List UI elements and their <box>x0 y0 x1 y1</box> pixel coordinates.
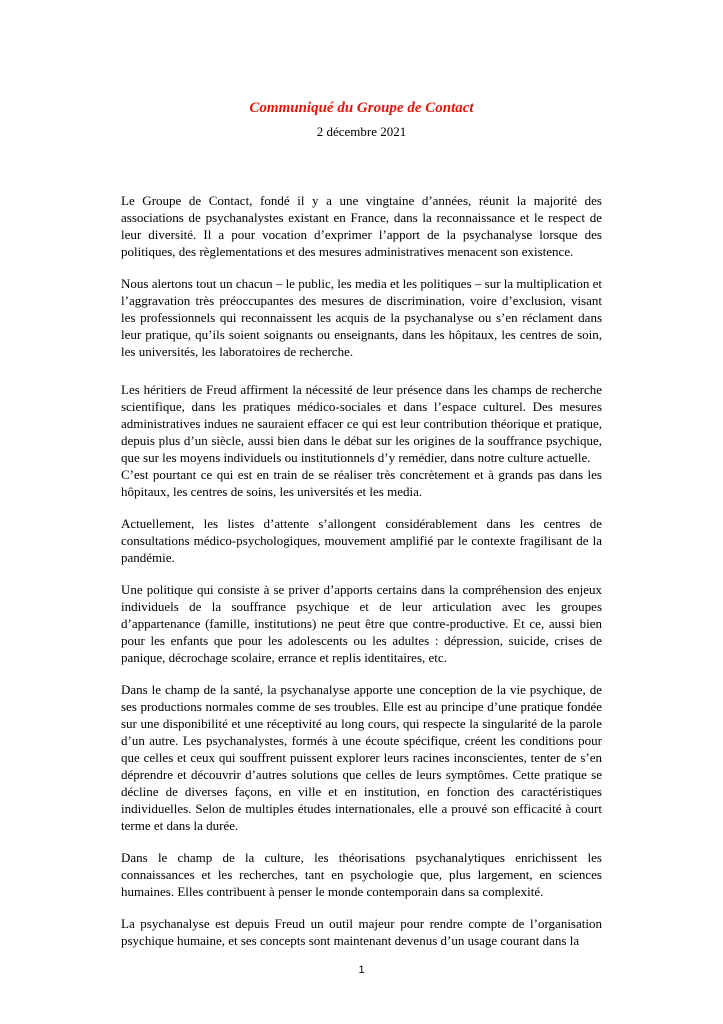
paragraph-7: Dans le champ de la culture, les théorisations psychanalytiques enrichissent les connaissances et les recherches, tant en psychologie que, plus largement, en sciences humaines. Elles contribuent à penser le monde contemporain dans sa complexité. <box>121 850 602 899</box>
page-number: 1 <box>358 964 365 976</box>
paragraph-1: Le Groupe de Contact, fondé il y a une vingtaine d’années, réunit la majorité des associations de psychanalystes existant en France, dans la reconnaissance et le respect de leur diversité. Il a pour vocation d’exprimer l’apport de la psychanalyse lorsque des politiques, des règlementations et des mesures administratives menacent son existence. <box>121 193 602 259</box>
document-body <box>121 192 602 964</box>
page-title: Communiqué du Groupe de Contact <box>249 100 474 116</box>
paragraph-6: Dans le champ de la santé, la psychanalyse apporte une conception de la vie psychique, de ses productions normales comme de ses troubles. Elle est au principe d’une pratique fondée sur une disponibilité et une réceptivité au long cours, qui respecte la singularité de la parole d’un autre. Les psychanalystes, formés à une écoute spécifique, créent les conditions pour que celles et ceux qui souffrent puissent explorer leurs racines inconscientes, tenter de s’en déprendre et découvrir d’autres solutions que celles de leurs symptômes. Cette pratique se décline de diverses façons, en ville et en institution, en fonction des caractéristiques individuelles. Selon de multiples études internationales, elle a prouvé son efficacité à court terme et dans la durée. <box>121 682 602 833</box>
paragraph-3: Les héritiers de Freud affirment la nécessité de leur présence dans les champs de recherche scientifique, dans les pratiques médico-sociales et dans l’espace culturel. Des mesures administratives indues ne sauraient effacer ce qui est leur contribution théorique et pratique, depuis plus d’un siècle, aussi bien dans le débat sur les origines de la souffrance psychique, que sur les moyens individuels ou institutionnels d’y remédier, dans notre culture actuelle. C’est pourtant ce qui est en train de se réaliser très concrètement et à grands pas dans les hôpitaux, les centres de soins, les universités et les media. <box>121 382 602 499</box>
paragraph-5: Une politique qui consiste à se priver d’apports certains dans la compréhension des enjeux individuels de la souffrance psychique et de leur articulation avec les groupes d’appartenance (famille, institutions) ne peut être que contre-productive. Et ce, aussi bien pour les enfants que pour les adolescents ou les adultes : dépression, suicide, crises de panique, décrochage scolaire, errance et replis identitaires, etc. <box>121 582 602 665</box>
paragraph-4: Actuellement, les listes d’attente s’allongent considérablement dans les centres de consultations médico-psychologiques, mouvement amplifié par le contexte fragilisant de la pandémie. <box>121 516 602 565</box>
paragraph-8: La psychanalyse est depuis Freud un outil majeur pour rendre compte de l’organisation psychique humaine, et ses concepts sont maintenant devenus d’un usage courant dans la <box>121 916 602 948</box>
document-date: 2 décembre 2021 <box>316 124 407 139</box>
paragraph-2: Nous alertons tout un chacun – le public, les media et les politiques – sur la multiplication et l’aggravation très préoccupantes des mesures de discrimination, voire d’exclusion, visant les professionnels qui reconnaissent les acquis de la psychanalyse ou s’en réclament dans leur pratique, qu’ils soient soignants ou enseignants, dans les hôpitaux, les centres de soin, les universités, les laboratoires de recherche. <box>121 276 602 359</box>
